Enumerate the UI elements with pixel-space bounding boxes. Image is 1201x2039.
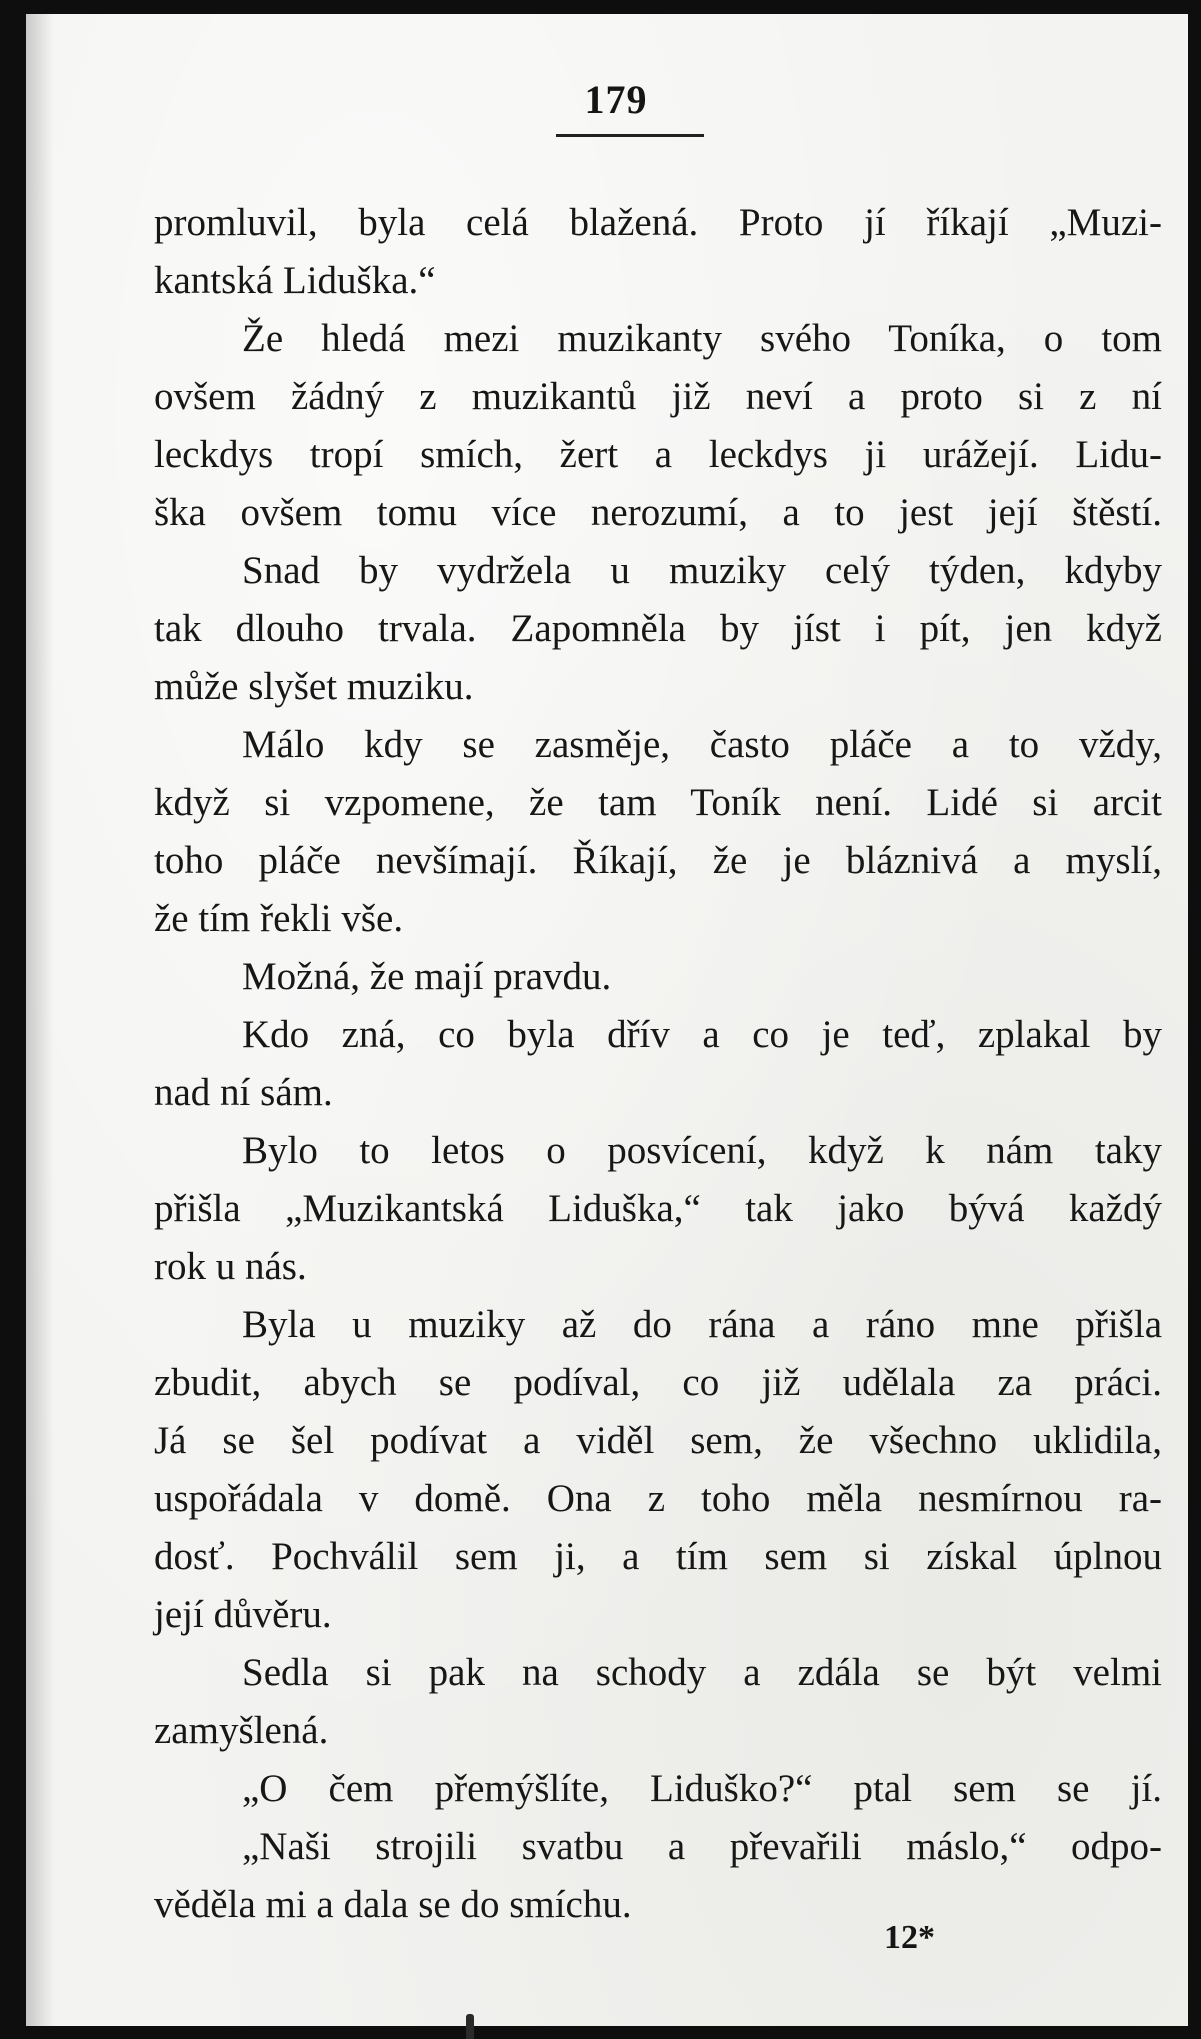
page-edge-shadow	[26, 14, 54, 2026]
text-line: „Naši strojili svatbu a převařili máslo,“ odpo-	[242, 1825, 1162, 1868]
text-line: Málo kdy se zasměje, často pláče a to vždy,	[242, 723, 1162, 766]
text-line: Možná, že mají pravdu.	[242, 955, 612, 998]
text-line: že tím řekli vše.	[154, 897, 404, 940]
text-line: leckdys tropí smích, žert a leckdys ji urážejí. Lidu-	[154, 433, 1162, 476]
text-line: kantská Liduška.“	[154, 259, 436, 302]
text-line: uspořádala v domě. Ona z toho měla nesmírnou ra-	[154, 1477, 1162, 1520]
text-line: dosť. Pochválil sem ji, a tím sem si získal úplnou	[154, 1535, 1162, 1578]
text-line: věděla mi a dala se do smíchu.	[154, 1883, 632, 1926]
text-line: promluvil, byla celá blažená. Proto jí říkají „Muzi-	[154, 201, 1162, 244]
text-line: Bylo to letos o posvícení, když k nám taky	[242, 1129, 1162, 1172]
text-line: Já se šel podívat a viděl sem, že všechno uklidila,	[154, 1419, 1162, 1462]
text-line: Byla u muziky až do rána a ráno mne přišla	[242, 1303, 1162, 1346]
text-line: rok u nás.	[154, 1245, 307, 1288]
text-line: přišla „Muzikantská Liduška,“ tak jako bývá každý	[154, 1187, 1162, 1230]
text-line: když si vzpomene, že tam Toník není. Lidé si arcit	[154, 781, 1162, 824]
text-line: může slyšet muziku.	[154, 665, 474, 708]
text-line: tak dlouho trvala. Zapomněla by jíst i pít, jen když	[154, 607, 1162, 650]
text-line: Sedla si pak na schody a zdála se být velmi	[242, 1651, 1162, 1694]
text-line: ovšem žádný z muzikantů již neví a proto si z ní	[154, 375, 1162, 418]
text-line: zbudit, abych se podíval, co již udělala za práci.	[154, 1361, 1162, 1404]
text-line: zamyšlená.	[154, 1709, 329, 1752]
text-line: toho pláče nevšímají. Říkají, že je bláznivá a myslí,	[154, 839, 1162, 882]
text-line: „O čem přemýšlíte, Liduško?“ ptal sem se jí.	[242, 1767, 1162, 1810]
header-rule	[556, 134, 704, 137]
text-line: Snad by vydržela u muziky celý týden, kdyby	[242, 549, 1162, 592]
text-line: ška ovšem tomu více nerozumí, a to jest její štěstí.	[154, 491, 1162, 534]
text-line: nad ní sám.	[154, 1071, 333, 1114]
text-line: její důvěru.	[154, 1593, 332, 1636]
text-line: Kdo zná, co byla dřív a co je teď, zplakal by	[242, 1013, 1162, 1056]
bottom-ink-mark	[466, 2014, 474, 2039]
body-text	[154, 194, 1162, 1934]
signature-mark: 12*	[884, 1919, 935, 1956]
text-line: Že hledá mezi muzikanty svého Toníka, o tom	[242, 317, 1162, 360]
book-page	[26, 14, 1188, 2026]
page-number: 179	[584, 77, 648, 122]
